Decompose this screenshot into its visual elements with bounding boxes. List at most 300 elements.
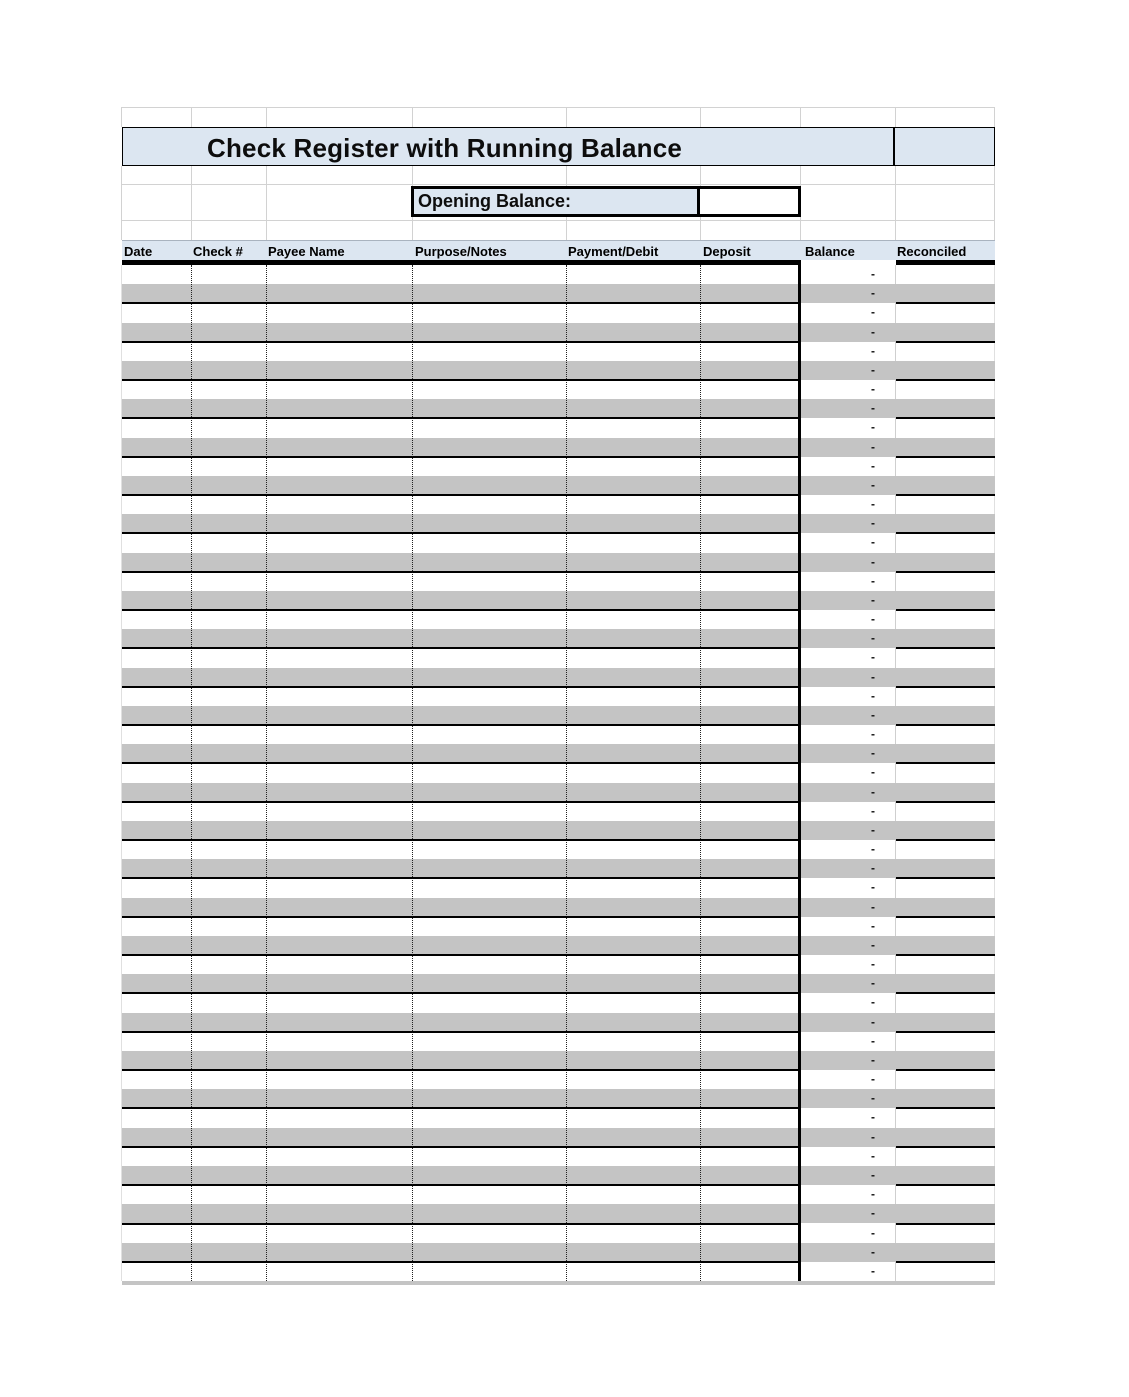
cell-check[interactable] bbox=[191, 303, 266, 322]
cell-payment[interactable] bbox=[566, 342, 700, 361]
cell-payee[interactable] bbox=[266, 917, 412, 936]
cell-balance[interactable]: - bbox=[871, 343, 875, 358]
cell-payment[interactable] bbox=[566, 668, 700, 687]
cell-payee[interactable] bbox=[266, 1128, 412, 1147]
cell-payee[interactable] bbox=[266, 553, 412, 572]
cell-deposit[interactable] bbox=[700, 553, 798, 572]
cell-balance[interactable]: - bbox=[871, 573, 875, 588]
cell-purpose[interactable] bbox=[412, 303, 566, 322]
cell-deposit[interactable] bbox=[700, 323, 798, 342]
cell-purpose[interactable] bbox=[412, 1108, 566, 1127]
cell-payee[interactable] bbox=[266, 533, 412, 552]
cell-date[interactable] bbox=[122, 1147, 191, 1166]
cell-payee[interactable] bbox=[266, 495, 412, 514]
cell-balance[interactable]: - bbox=[871, 976, 875, 991]
cell-deposit[interactable] bbox=[700, 687, 798, 706]
cell-payment[interactable] bbox=[566, 802, 700, 821]
cell-purpose[interactable] bbox=[412, 1032, 566, 1051]
cell-reconciled[interactable] bbox=[896, 610, 995, 629]
cell-reconciled[interactable] bbox=[896, 514, 995, 533]
cell-date[interactable] bbox=[122, 629, 191, 648]
cell-payment[interactable] bbox=[566, 917, 700, 936]
cell-deposit[interactable] bbox=[700, 1185, 798, 1204]
cell-reconciled[interactable] bbox=[896, 303, 995, 322]
cell-payee[interactable] bbox=[266, 418, 412, 437]
cell-balance[interactable]: - bbox=[871, 650, 875, 665]
cell-purpose[interactable] bbox=[412, 265, 566, 284]
cell-reconciled[interactable] bbox=[896, 668, 995, 687]
cell-payment[interactable] bbox=[566, 476, 700, 495]
cell-check[interactable] bbox=[191, 1128, 266, 1147]
cell-reconciled[interactable] bbox=[896, 1108, 995, 1127]
cell-date[interactable] bbox=[122, 438, 191, 457]
cell-payment[interactable] bbox=[566, 1128, 700, 1147]
cell-reconciled[interactable] bbox=[896, 898, 995, 917]
cell-check[interactable] bbox=[191, 1243, 266, 1262]
cell-purpose[interactable] bbox=[412, 821, 566, 840]
cell-reconciled[interactable] bbox=[896, 955, 995, 974]
cell-purpose[interactable] bbox=[412, 668, 566, 687]
cell-reconciled[interactable] bbox=[896, 1243, 995, 1262]
cell-deposit[interactable] bbox=[700, 974, 798, 993]
cell-balance[interactable]: - bbox=[871, 688, 875, 703]
cell-date[interactable] bbox=[122, 1051, 191, 1070]
cell-purpose[interactable] bbox=[412, 553, 566, 572]
cell-balance[interactable]: - bbox=[871, 497, 875, 512]
cell-reconciled[interactable] bbox=[896, 706, 995, 725]
cell-reconciled[interactable] bbox=[896, 821, 995, 840]
cell-deposit[interactable] bbox=[700, 783, 798, 802]
cell-deposit[interactable] bbox=[700, 1243, 798, 1262]
cell-balance[interactable]: - bbox=[871, 784, 875, 799]
cell-payment[interactable] bbox=[566, 898, 700, 917]
cell-date[interactable] bbox=[122, 783, 191, 802]
cell-deposit[interactable] bbox=[700, 342, 798, 361]
cell-check[interactable] bbox=[191, 457, 266, 476]
cell-date[interactable] bbox=[122, 1224, 191, 1243]
cell-purpose[interactable] bbox=[412, 399, 566, 418]
cell-payee[interactable] bbox=[266, 1224, 412, 1243]
cell-balance[interactable]: - bbox=[871, 707, 875, 722]
cell-date[interactable] bbox=[122, 399, 191, 418]
cell-check[interactable] bbox=[191, 917, 266, 936]
cell-deposit[interactable] bbox=[700, 1108, 798, 1127]
cell-deposit[interactable] bbox=[700, 476, 798, 495]
cell-check[interactable] bbox=[191, 1224, 266, 1243]
cell-reconciled[interactable] bbox=[896, 840, 995, 859]
cell-date[interactable] bbox=[122, 591, 191, 610]
cell-check[interactable] bbox=[191, 342, 266, 361]
cell-payment[interactable] bbox=[566, 303, 700, 322]
cell-reconciled[interactable] bbox=[896, 725, 995, 744]
cell-deposit[interactable] bbox=[700, 629, 798, 648]
cell-deposit[interactable] bbox=[700, 361, 798, 380]
cell-date[interactable] bbox=[122, 572, 191, 591]
cell-date[interactable] bbox=[122, 1243, 191, 1262]
cell-payee[interactable] bbox=[266, 687, 412, 706]
cell-balance[interactable]: - bbox=[871, 1187, 875, 1202]
cell-payee[interactable] bbox=[266, 859, 412, 878]
cell-payee[interactable] bbox=[266, 1013, 412, 1032]
cell-date[interactable] bbox=[122, 668, 191, 687]
cell-purpose[interactable] bbox=[412, 1243, 566, 1262]
cell-date[interactable] bbox=[122, 1108, 191, 1127]
cell-deposit[interactable] bbox=[700, 514, 798, 533]
cell-payee[interactable] bbox=[266, 1166, 412, 1185]
cell-balance[interactable]: - bbox=[871, 918, 875, 933]
cell-check[interactable] bbox=[191, 821, 266, 840]
cell-deposit[interactable] bbox=[700, 859, 798, 878]
cell-check[interactable] bbox=[191, 514, 266, 533]
cell-purpose[interactable] bbox=[412, 495, 566, 514]
cell-deposit[interactable] bbox=[700, 1204, 798, 1223]
cell-reconciled[interactable] bbox=[896, 974, 995, 993]
cell-balance[interactable]: - bbox=[871, 842, 875, 857]
cell-reconciled[interactable] bbox=[896, 438, 995, 457]
cell-reconciled[interactable] bbox=[896, 648, 995, 667]
cell-purpose[interactable] bbox=[412, 629, 566, 648]
cell-balance[interactable]: - bbox=[871, 554, 875, 569]
cell-reconciled[interactable] bbox=[896, 265, 995, 284]
cell-payment[interactable] bbox=[566, 284, 700, 303]
cell-payment[interactable] bbox=[566, 687, 700, 706]
cell-check[interactable] bbox=[191, 802, 266, 821]
cell-purpose[interactable] bbox=[412, 1051, 566, 1070]
cell-reconciled[interactable] bbox=[896, 802, 995, 821]
cell-date[interactable] bbox=[122, 878, 191, 897]
cell-deposit[interactable] bbox=[700, 840, 798, 859]
cell-check[interactable] bbox=[191, 706, 266, 725]
cell-reconciled[interactable] bbox=[896, 1262, 995, 1281]
cell-check[interactable] bbox=[191, 323, 266, 342]
cell-reconciled[interactable] bbox=[896, 361, 995, 380]
cell-payee[interactable] bbox=[266, 1204, 412, 1223]
cell-payee[interactable] bbox=[266, 1243, 412, 1262]
cell-reconciled[interactable] bbox=[896, 917, 995, 936]
cell-purpose[interactable] bbox=[412, 1185, 566, 1204]
cell-balance[interactable]: - bbox=[871, 803, 875, 818]
cell-date[interactable] bbox=[122, 993, 191, 1012]
cell-check[interactable] bbox=[191, 572, 266, 591]
cell-date[interactable] bbox=[122, 380, 191, 399]
cell-reconciled[interactable] bbox=[896, 1128, 995, 1147]
cell-purpose[interactable] bbox=[412, 1013, 566, 1032]
cell-purpose[interactable] bbox=[412, 859, 566, 878]
cell-purpose[interactable] bbox=[412, 1089, 566, 1108]
cell-purpose[interactable] bbox=[412, 457, 566, 476]
cell-check[interactable] bbox=[191, 1070, 266, 1089]
cell-payment[interactable] bbox=[566, 380, 700, 399]
cell-purpose[interactable] bbox=[412, 1204, 566, 1223]
cell-reconciled[interactable] bbox=[896, 284, 995, 303]
cell-reconciled[interactable] bbox=[896, 859, 995, 878]
cell-deposit[interactable] bbox=[700, 993, 798, 1012]
cell-purpose[interactable] bbox=[412, 802, 566, 821]
cell-payee[interactable] bbox=[266, 668, 412, 687]
cell-deposit[interactable] bbox=[700, 533, 798, 552]
cell-deposit[interactable] bbox=[700, 763, 798, 782]
cell-balance[interactable]: - bbox=[871, 286, 875, 301]
cell-payment[interactable] bbox=[566, 974, 700, 993]
cell-reconciled[interactable] bbox=[896, 457, 995, 476]
cell-purpose[interactable] bbox=[412, 342, 566, 361]
cell-reconciled[interactable] bbox=[896, 744, 995, 763]
cell-purpose[interactable] bbox=[412, 974, 566, 993]
cell-check[interactable] bbox=[191, 955, 266, 974]
cell-purpose[interactable] bbox=[412, 1070, 566, 1089]
cell-balance[interactable]: - bbox=[871, 669, 875, 684]
cell-purpose[interactable] bbox=[412, 725, 566, 744]
cell-purpose[interactable] bbox=[412, 744, 566, 763]
cell-date[interactable] bbox=[122, 303, 191, 322]
cell-check[interactable] bbox=[191, 533, 266, 552]
cell-date[interactable] bbox=[122, 361, 191, 380]
cell-date[interactable] bbox=[122, 763, 191, 782]
cell-check[interactable] bbox=[191, 859, 266, 878]
cell-payee[interactable] bbox=[266, 955, 412, 974]
cell-deposit[interactable] bbox=[700, 265, 798, 284]
cell-deposit[interactable] bbox=[700, 1070, 798, 1089]
cell-payee[interactable] bbox=[266, 744, 412, 763]
cell-deposit[interactable] bbox=[700, 744, 798, 763]
cell-deposit[interactable] bbox=[700, 418, 798, 437]
cell-check[interactable] bbox=[191, 1166, 266, 1185]
cell-reconciled[interactable] bbox=[896, 1166, 995, 1185]
cell-reconciled[interactable] bbox=[896, 342, 995, 361]
cell-balance[interactable]: - bbox=[871, 1167, 875, 1182]
cell-reconciled[interactable] bbox=[896, 476, 995, 495]
cell-reconciled[interactable] bbox=[896, 418, 995, 437]
cell-payment[interactable] bbox=[566, 955, 700, 974]
cell-payee[interactable] bbox=[266, 342, 412, 361]
cell-payment[interactable] bbox=[566, 438, 700, 457]
cell-reconciled[interactable] bbox=[896, 1224, 995, 1243]
cell-reconciled[interactable] bbox=[896, 629, 995, 648]
cell-payment[interactable] bbox=[566, 514, 700, 533]
cell-date[interactable] bbox=[122, 457, 191, 476]
cell-purpose[interactable] bbox=[412, 878, 566, 897]
cell-balance[interactable]: - bbox=[871, 612, 875, 627]
cell-check[interactable] bbox=[191, 361, 266, 380]
cell-balance[interactable]: - bbox=[871, 401, 875, 416]
cell-purpose[interactable] bbox=[412, 284, 566, 303]
cell-balance[interactable]: - bbox=[871, 1014, 875, 1029]
cell-date[interactable] bbox=[122, 840, 191, 859]
cell-check[interactable] bbox=[191, 399, 266, 418]
cell-date[interactable] bbox=[122, 1166, 191, 1185]
cell-purpose[interactable] bbox=[412, 1224, 566, 1243]
cell-date[interactable] bbox=[122, 476, 191, 495]
cell-purpose[interactable] bbox=[412, 323, 566, 342]
cell-deposit[interactable] bbox=[700, 284, 798, 303]
cell-reconciled[interactable] bbox=[896, 1147, 995, 1166]
cell-date[interactable] bbox=[122, 898, 191, 917]
cell-payment[interactable] bbox=[566, 878, 700, 897]
cell-date[interactable] bbox=[122, 821, 191, 840]
cell-purpose[interactable] bbox=[412, 917, 566, 936]
cell-balance[interactable]: - bbox=[871, 362, 875, 377]
cell-check[interactable] bbox=[191, 1262, 266, 1281]
cell-reconciled[interactable] bbox=[896, 380, 995, 399]
cell-balance[interactable]: - bbox=[871, 1244, 875, 1259]
cell-balance[interactable]: - bbox=[871, 937, 875, 952]
cell-purpose[interactable] bbox=[412, 648, 566, 667]
cell-payee[interactable] bbox=[266, 1051, 412, 1070]
cell-purpose[interactable] bbox=[412, 993, 566, 1012]
cell-reconciled[interactable] bbox=[896, 553, 995, 572]
cell-check[interactable] bbox=[191, 687, 266, 706]
cell-reconciled[interactable] bbox=[896, 993, 995, 1012]
cell-check[interactable] bbox=[191, 763, 266, 782]
cell-payee[interactable] bbox=[266, 399, 412, 418]
cell-purpose[interactable] bbox=[412, 514, 566, 533]
cell-payee[interactable] bbox=[266, 380, 412, 399]
cell-check[interactable] bbox=[191, 725, 266, 744]
cell-date[interactable] bbox=[122, 418, 191, 437]
cell-check[interactable] bbox=[191, 1013, 266, 1032]
cell-purpose[interactable] bbox=[412, 418, 566, 437]
cell-balance[interactable]: - bbox=[871, 631, 875, 646]
cell-payment[interactable] bbox=[566, 629, 700, 648]
cell-purpose[interactable] bbox=[412, 1128, 566, 1147]
cell-payment[interactable] bbox=[566, 591, 700, 610]
cell-purpose[interactable] bbox=[412, 1166, 566, 1185]
cell-purpose[interactable] bbox=[412, 763, 566, 782]
cell-payee[interactable] bbox=[266, 783, 412, 802]
cell-payee[interactable] bbox=[266, 323, 412, 342]
cell-deposit[interactable] bbox=[700, 380, 798, 399]
cell-deposit[interactable] bbox=[700, 878, 798, 897]
cell-date[interactable] bbox=[122, 1185, 191, 1204]
cell-reconciled[interactable] bbox=[896, 495, 995, 514]
cell-purpose[interactable] bbox=[412, 610, 566, 629]
cell-purpose[interactable] bbox=[412, 687, 566, 706]
cell-payment[interactable] bbox=[566, 399, 700, 418]
cell-payee[interactable] bbox=[266, 706, 412, 725]
cell-balance[interactable]: - bbox=[871, 1052, 875, 1067]
cell-reconciled[interactable] bbox=[896, 1185, 995, 1204]
cell-payment[interactable] bbox=[566, 744, 700, 763]
cell-deposit[interactable] bbox=[700, 668, 798, 687]
cell-date[interactable] bbox=[122, 1262, 191, 1281]
cell-deposit[interactable] bbox=[700, 648, 798, 667]
cell-date[interactable] bbox=[122, 495, 191, 514]
cell-payee[interactable] bbox=[266, 1185, 412, 1204]
cell-balance[interactable]: - bbox=[871, 1225, 875, 1240]
cell-payment[interactable] bbox=[566, 648, 700, 667]
cell-deposit[interactable] bbox=[700, 1032, 798, 1051]
cell-balance[interactable]: - bbox=[871, 420, 875, 435]
cell-balance[interactable]: - bbox=[871, 535, 875, 550]
cell-check[interactable] bbox=[191, 668, 266, 687]
cell-check[interactable] bbox=[191, 553, 266, 572]
cell-date[interactable] bbox=[122, 553, 191, 572]
cell-payment[interactable] bbox=[566, 763, 700, 782]
cell-payment[interactable] bbox=[566, 1108, 700, 1127]
cell-balance[interactable]: - bbox=[871, 592, 875, 607]
cell-payment[interactable] bbox=[566, 993, 700, 1012]
cell-balance[interactable]: - bbox=[871, 1263, 875, 1278]
cell-payment[interactable] bbox=[566, 361, 700, 380]
cell-check[interactable] bbox=[191, 284, 266, 303]
cell-payee[interactable] bbox=[266, 438, 412, 457]
cell-purpose[interactable] bbox=[412, 898, 566, 917]
cell-payee[interactable] bbox=[266, 763, 412, 782]
cell-payee[interactable] bbox=[266, 610, 412, 629]
cell-payee[interactable] bbox=[266, 898, 412, 917]
cell-deposit[interactable] bbox=[700, 1128, 798, 1147]
cell-check[interactable] bbox=[191, 1147, 266, 1166]
cell-balance[interactable]: - bbox=[871, 1091, 875, 1106]
cell-date[interactable] bbox=[122, 917, 191, 936]
cell-balance[interactable]: - bbox=[871, 382, 875, 397]
cell-payment[interactable] bbox=[566, 323, 700, 342]
cell-payee[interactable] bbox=[266, 725, 412, 744]
cell-balance[interactable]: - bbox=[871, 477, 875, 492]
cell-deposit[interactable] bbox=[700, 917, 798, 936]
cell-purpose[interactable] bbox=[412, 591, 566, 610]
cell-deposit[interactable] bbox=[700, 802, 798, 821]
cell-deposit[interactable] bbox=[700, 572, 798, 591]
cell-payee[interactable] bbox=[266, 1262, 412, 1281]
cell-payment[interactable] bbox=[566, 457, 700, 476]
cell-purpose[interactable] bbox=[412, 438, 566, 457]
cell-payment[interactable] bbox=[566, 418, 700, 437]
cell-reconciled[interactable] bbox=[896, 591, 995, 610]
cell-check[interactable] bbox=[191, 1204, 266, 1223]
cell-balance[interactable]: - bbox=[871, 324, 875, 339]
cell-payment[interactable] bbox=[566, 1243, 700, 1262]
cell-reconciled[interactable] bbox=[896, 323, 995, 342]
cell-payment[interactable] bbox=[566, 936, 700, 955]
cell-check[interactable] bbox=[191, 1032, 266, 1051]
cell-deposit[interactable] bbox=[700, 725, 798, 744]
cell-purpose[interactable] bbox=[412, 706, 566, 725]
cell-check[interactable] bbox=[191, 648, 266, 667]
cell-deposit[interactable] bbox=[700, 898, 798, 917]
cell-purpose[interactable] bbox=[412, 783, 566, 802]
cell-check[interactable] bbox=[191, 265, 266, 284]
cell-payment[interactable] bbox=[566, 1185, 700, 1204]
cell-balance[interactable]: - bbox=[871, 516, 875, 531]
cell-date[interactable] bbox=[122, 1032, 191, 1051]
cell-date[interactable] bbox=[122, 342, 191, 361]
cell-balance[interactable]: - bbox=[871, 1206, 875, 1221]
cell-date[interactable] bbox=[122, 323, 191, 342]
cell-deposit[interactable] bbox=[700, 610, 798, 629]
cell-date[interactable] bbox=[122, 687, 191, 706]
cell-check[interactable] bbox=[191, 495, 266, 514]
cell-check[interactable] bbox=[191, 476, 266, 495]
cell-check[interactable] bbox=[191, 629, 266, 648]
cell-payee[interactable] bbox=[266, 1147, 412, 1166]
cell-date[interactable] bbox=[122, 955, 191, 974]
cell-deposit[interactable] bbox=[700, 399, 798, 418]
cell-check[interactable] bbox=[191, 1185, 266, 1204]
cell-balance[interactable]: - bbox=[871, 439, 875, 454]
cell-reconciled[interactable] bbox=[896, 936, 995, 955]
cell-balance[interactable]: - bbox=[871, 727, 875, 742]
cell-payment[interactable] bbox=[566, 1224, 700, 1243]
cell-reconciled[interactable] bbox=[896, 878, 995, 897]
cell-payee[interactable] bbox=[266, 821, 412, 840]
cell-payment[interactable] bbox=[566, 495, 700, 514]
opening-balance-input[interactable] bbox=[700, 189, 798, 214]
cell-date[interactable] bbox=[122, 533, 191, 552]
cell-payee[interactable] bbox=[266, 840, 412, 859]
cell-reconciled[interactable] bbox=[896, 399, 995, 418]
cell-reconciled[interactable] bbox=[896, 1051, 995, 1070]
